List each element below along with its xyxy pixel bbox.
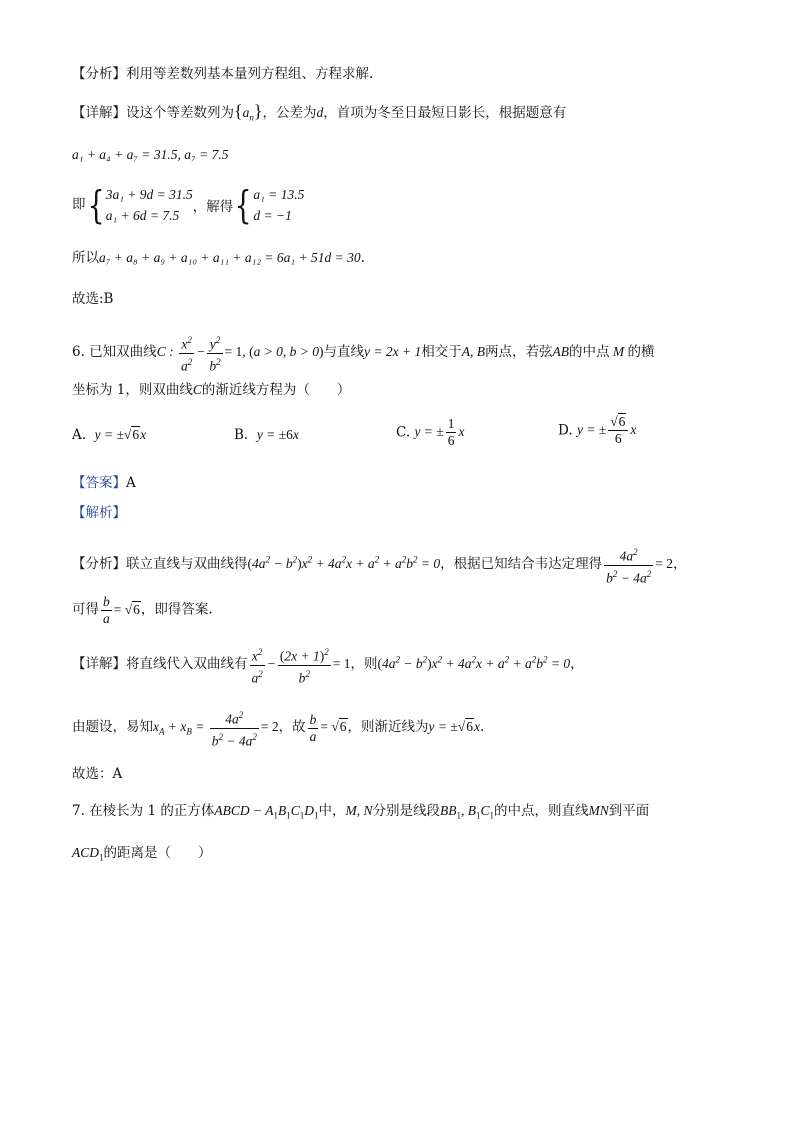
analysis-2-line-2	[72, 594, 213, 627]
detail-tag: 【详解】	[72, 105, 126, 121]
line-expr: y = 2x + 1	[364, 344, 422, 360]
q6-text-c: 相交于	[421, 344, 462, 361]
question-7-line-1	[72, 801, 649, 826]
sum-roots-expr: $x_A + x_B$ = $\frac{4a^2}{b^2 - 4a^2}$ = 2	[153, 719, 279, 734]
jiexi-tag: 【解析】	[72, 505, 126, 521]
detail-text-a: 设这个等差数列为	[126, 105, 234, 121]
points-ab: A, B	[461, 344, 486, 360]
q7-text-d: 的中点，则直线	[494, 803, 589, 819]
option-b[interactable]	[234, 425, 299, 445]
detail-2-line-1	[72, 644, 584, 686]
option-d[interactable]	[558, 414, 636, 447]
ratio-expr: $\frac{b}{a}$ = √6	[103, 594, 140, 626]
detail-text-c: ，首项为冬至日最短日影长，根据题意有	[323, 105, 567, 121]
choice-a-line: 故选：A	[72, 766, 123, 782]
q6-text-d: 两点，若弦	[485, 344, 553, 361]
asymptote-expr: y = ±√6x	[428, 719, 480, 735]
quadratic-expr: $(4a^2 - b^2)x^2 + 4a^2x + a^2 + a^2b^2 = 0$	[377, 654, 571, 672]
equation-line-1: a₁ + a₄ + a₇ = 31.5, a₇ = 7.5	[72, 147, 229, 162]
choice-b-line: 故选:B	[72, 291, 114, 307]
answer-tag: 【答案】	[72, 475, 126, 491]
q6-text-e: 的中点	[569, 344, 610, 361]
q6-text-f: 的横	[627, 344, 655, 361]
q7-text-c: 分别是线段	[372, 803, 440, 819]
option-c-expr: y = ± $\frac{1}{6}$ x	[414, 416, 465, 448]
substituted-expr: $\frac{x^2}{a^2}$ − $\frac{(2x + 1)^2}{b^2}$ = 1	[248, 656, 351, 671]
detail-2-text-c: ，	[570, 656, 584, 673]
system-prefix: 即	[72, 196, 86, 213]
q6-text-b: 与直线	[323, 344, 365, 361]
question-6-number: 6.	[72, 344, 85, 361]
analysis-2-tag: 【分析】	[72, 556, 126, 573]
detail-paragraph	[72, 101, 566, 128]
left-brace-1: {	[87, 183, 105, 227]
option-a-label: A.	[72, 427, 87, 443]
sum-suffix: .	[360, 250, 365, 266]
analysis-text: 利用等差数列基本量列方程组、方程求解.	[126, 66, 374, 82]
sum-line	[72, 248, 365, 268]
system-2	[253, 184, 304, 226]
detail-2-line2-a: 由题设，易知	[72, 719, 153, 736]
analysis-paragraph	[72, 64, 373, 84]
answer-value: A	[126, 475, 136, 491]
sum-equation: a₇ + a₈ + a₉ + a₁₀ + a₁₁ + a₁₂ = 6a₁ + 51d = 30	[99, 250, 361, 265]
chord-ab: AB	[552, 344, 570, 360]
system-line	[72, 184, 304, 226]
midpoint-m: M	[609, 344, 628, 360]
points-mn: M, N	[345, 803, 373, 818]
detail-2-tag: 【详解】	[72, 656, 126, 673]
analysis-2-text-a: 联立直线与双曲线得	[126, 556, 248, 573]
answer-line	[72, 473, 136, 493]
combined-equation: $(4a^2 - b^2)x^2 + 4a^2x + a^2 + a^2b^2 = 0$	[247, 554, 441, 572]
detail-2-text-b: ，则	[350, 656, 378, 673]
hyperbola-c: C	[192, 382, 202, 397]
option-d-label: D.	[558, 422, 573, 439]
question-7-line-2	[72, 843, 212, 868]
option-a-expr: y = ±√6x	[94, 427, 147, 442]
system-mid: ，解得	[192, 199, 234, 215]
cube-expr: ABCD − $A_1B_1C_1D_1$	[214, 803, 319, 821]
option-b-expr: y = ±6x	[256, 427, 299, 442]
option-b-label: B.	[234, 427, 249, 443]
jiexi-line	[72, 503, 126, 523]
sum-prefix: 所以	[72, 250, 99, 266]
detail-2-line2-c: ，则渐近线为	[347, 719, 429, 736]
system-2-row-1: a₁ = 13.5	[253, 187, 305, 202]
system-1-row-1: 3a₁ + 9d = 31.5	[105, 187, 193, 202]
hyperbola-expr: C : $\frac{x^2}{a^2}$ − $\frac{y^2}{b^2}$ = 1, (a > 0, b > 0)	[157, 344, 324, 359]
detail-2-text-a: 将直线代入双曲线有	[126, 656, 248, 673]
vieta-expr: $\frac{4a^2}{b^2 - 4a^2}$ = 2	[602, 556, 673, 571]
q6-line2-b: 的渐近线方程为（ ）	[201, 382, 351, 398]
analysis-2-line2-b: ，即得答案.	[140, 601, 213, 618]
question-6-line-2	[72, 380, 350, 400]
option-a[interactable]	[72, 425, 146, 445]
option-d-expr: y = ± $\frac{√6}{6}$ x	[576, 414, 637, 446]
option-c[interactable]	[396, 416, 464, 449]
detail-2-line-2	[72, 707, 484, 749]
q6-text-a: 已知双曲线	[89, 344, 157, 361]
analysis-tag: 【分析】	[72, 66, 126, 82]
system-1	[106, 184, 193, 226]
sequence-symbol: $\{a_n\}$	[234, 101, 263, 123]
detail-2-line2-b: ，故	[278, 719, 306, 736]
line-mn: MN	[588, 803, 609, 818]
detail-text-b: ，公差为	[262, 105, 317, 121]
q7-text-e: 到平面	[608, 803, 650, 819]
plane-expr: $ACD_1$	[72, 845, 104, 863]
segments-expr: $BB_1$, $B_1C_1$	[439, 803, 494, 821]
ratio-expr-2: $\frac{b}{a}$ = √6	[309, 711, 347, 744]
question-6-line-1	[72, 332, 655, 374]
option-c-label: C.	[396, 424, 411, 441]
analysis-2-text-b: ，根据已知结合韦达定理得	[440, 556, 603, 573]
common-diff-symbol: d	[316, 105, 324, 120]
analysis-2-line-1	[72, 544, 686, 586]
question-7-number: 7.	[72, 803, 85, 819]
system-1-row-2: a₁ + 6d = 7.5	[105, 208, 180, 223]
q7-text-a: 在棱长为 1 的正方体	[89, 803, 215, 819]
system-2-row-2: d = −1	[253, 208, 292, 223]
analysis-2-line2-a: 可得	[72, 601, 99, 618]
q7-line2-b: 的距离是（ ）	[103, 845, 212, 861]
analysis-2-text-c: ，	[672, 556, 687, 573]
q7-text-b: 中，	[318, 803, 346, 819]
detail-2-line2-d: .	[479, 719, 485, 736]
q6-line2-a: 坐标为 1，则双曲线	[72, 382, 193, 398]
left-brace-2: {	[234, 183, 252, 227]
